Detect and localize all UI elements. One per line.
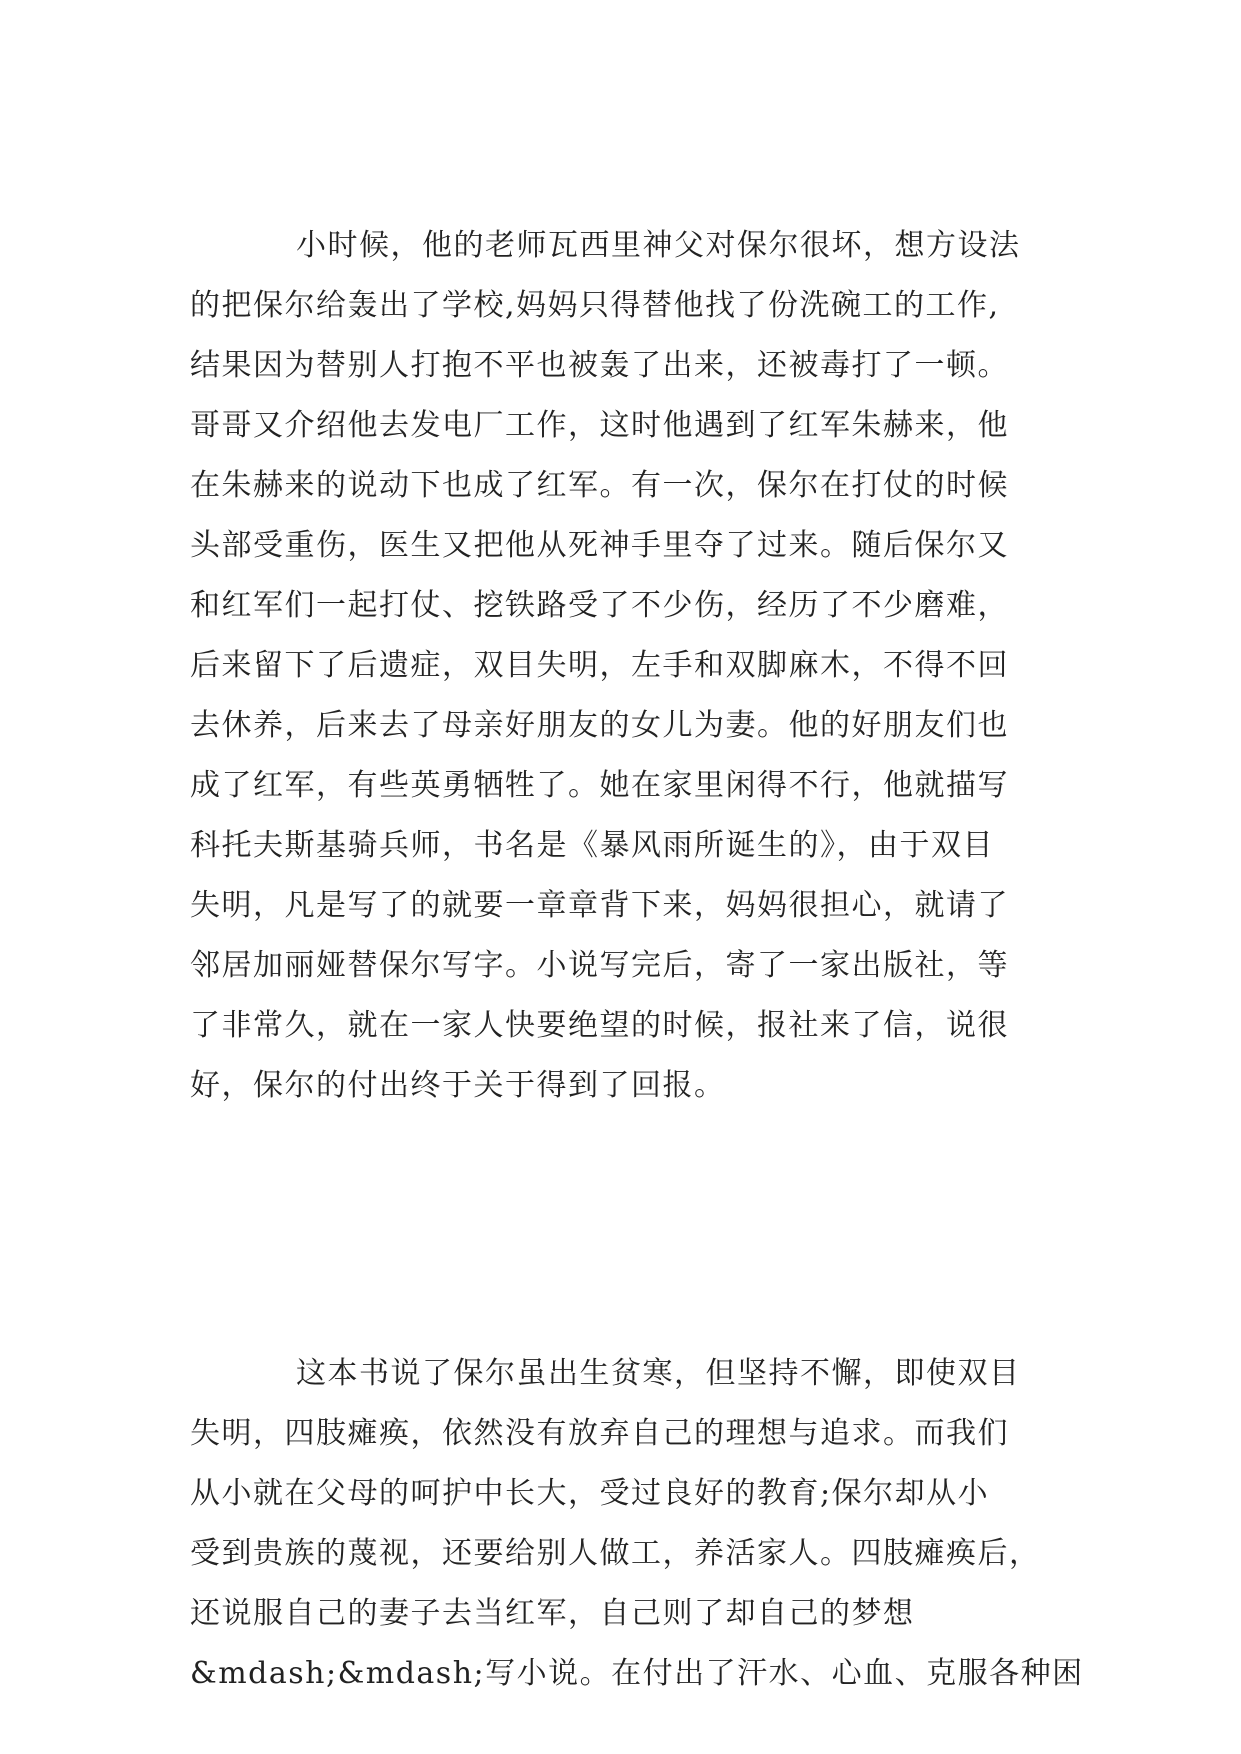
text-line: 科托夫斯基骑兵师，书名是《暴风雨所诞生的》，由于双目 xyxy=(190,828,994,863)
text-line: 还说服自己的妻子去当红军，自己则了却自己的梦想 xyxy=(190,1596,915,1631)
text-line: 失明，四肢瘫痪，依然没有放弃自己的理想与追求。而我们 xyxy=(190,1416,1009,1451)
text-line: 从小就在父母的呵护中长大，受过良好的教育;保尔却从小 xyxy=(190,1476,990,1511)
text-line: 去休养，后来去了母亲好朋友的女儿为妻。他的好朋友们也 xyxy=(190,708,1009,743)
text-line: 和红军们一起打仗、挖铁路受了不少伤，经历了不少磨难， xyxy=(190,588,1009,623)
text-line: 了非常久，就在一家人快要绝望的时候，报社来了信，说很 xyxy=(190,1008,1009,1043)
text-line: 小时候，他的老师瓦西里神父对保尔很坏，想方设法 xyxy=(296,228,1021,263)
text-line: 在朱赫来的说动下也成了红军。有一次，保尔在打仗的时候 xyxy=(190,468,1009,503)
text-line: 的把保尔给轰出了学校,妈妈只得替他找了份洗碗工的工作, xyxy=(190,288,1000,323)
text-line: 哥哥又介绍他去发电厂工作，这时他遇到了红军朱赫来，他 xyxy=(190,408,1009,443)
text-line: 邻居加丽娅替保尔写字。小说写完后，寄了一家出版社，等 xyxy=(190,948,1009,983)
text-line: 结果因为替别人打抱不平也被轰了出来，还被毒打了一顿。 xyxy=(190,348,1009,383)
text-line: 头部受重伤，医生又把他从死神手里夺了过来。随后保尔又 xyxy=(190,528,1009,563)
text-line: 成了红军，有些英勇牺牲了。她在家里闲得不行，他就描写 xyxy=(190,768,1009,803)
text-line: 受到贵族的蔑视，还要给别人做工，养活家人。四肢瘫痪后， xyxy=(190,1536,1041,1571)
text-line: 好，保尔的付出终于关于得到了回报。 xyxy=(190,1068,726,1103)
text-line: &mdash;&mdash;写小说。在付出了汗水、心血、克服各种困 xyxy=(190,1656,1084,1691)
text-line: 这本书说了保尔虽出生贫寒，但坚持不懈，即使双目 xyxy=(296,1356,1021,1391)
text-line: 失明，凡是写了的就要一章章背下来，妈妈很担心，就请了 xyxy=(190,888,1009,923)
text-line: 后来留下了后遗症，双目失明，左手和双脚麻木，不得不回 xyxy=(190,648,1009,683)
